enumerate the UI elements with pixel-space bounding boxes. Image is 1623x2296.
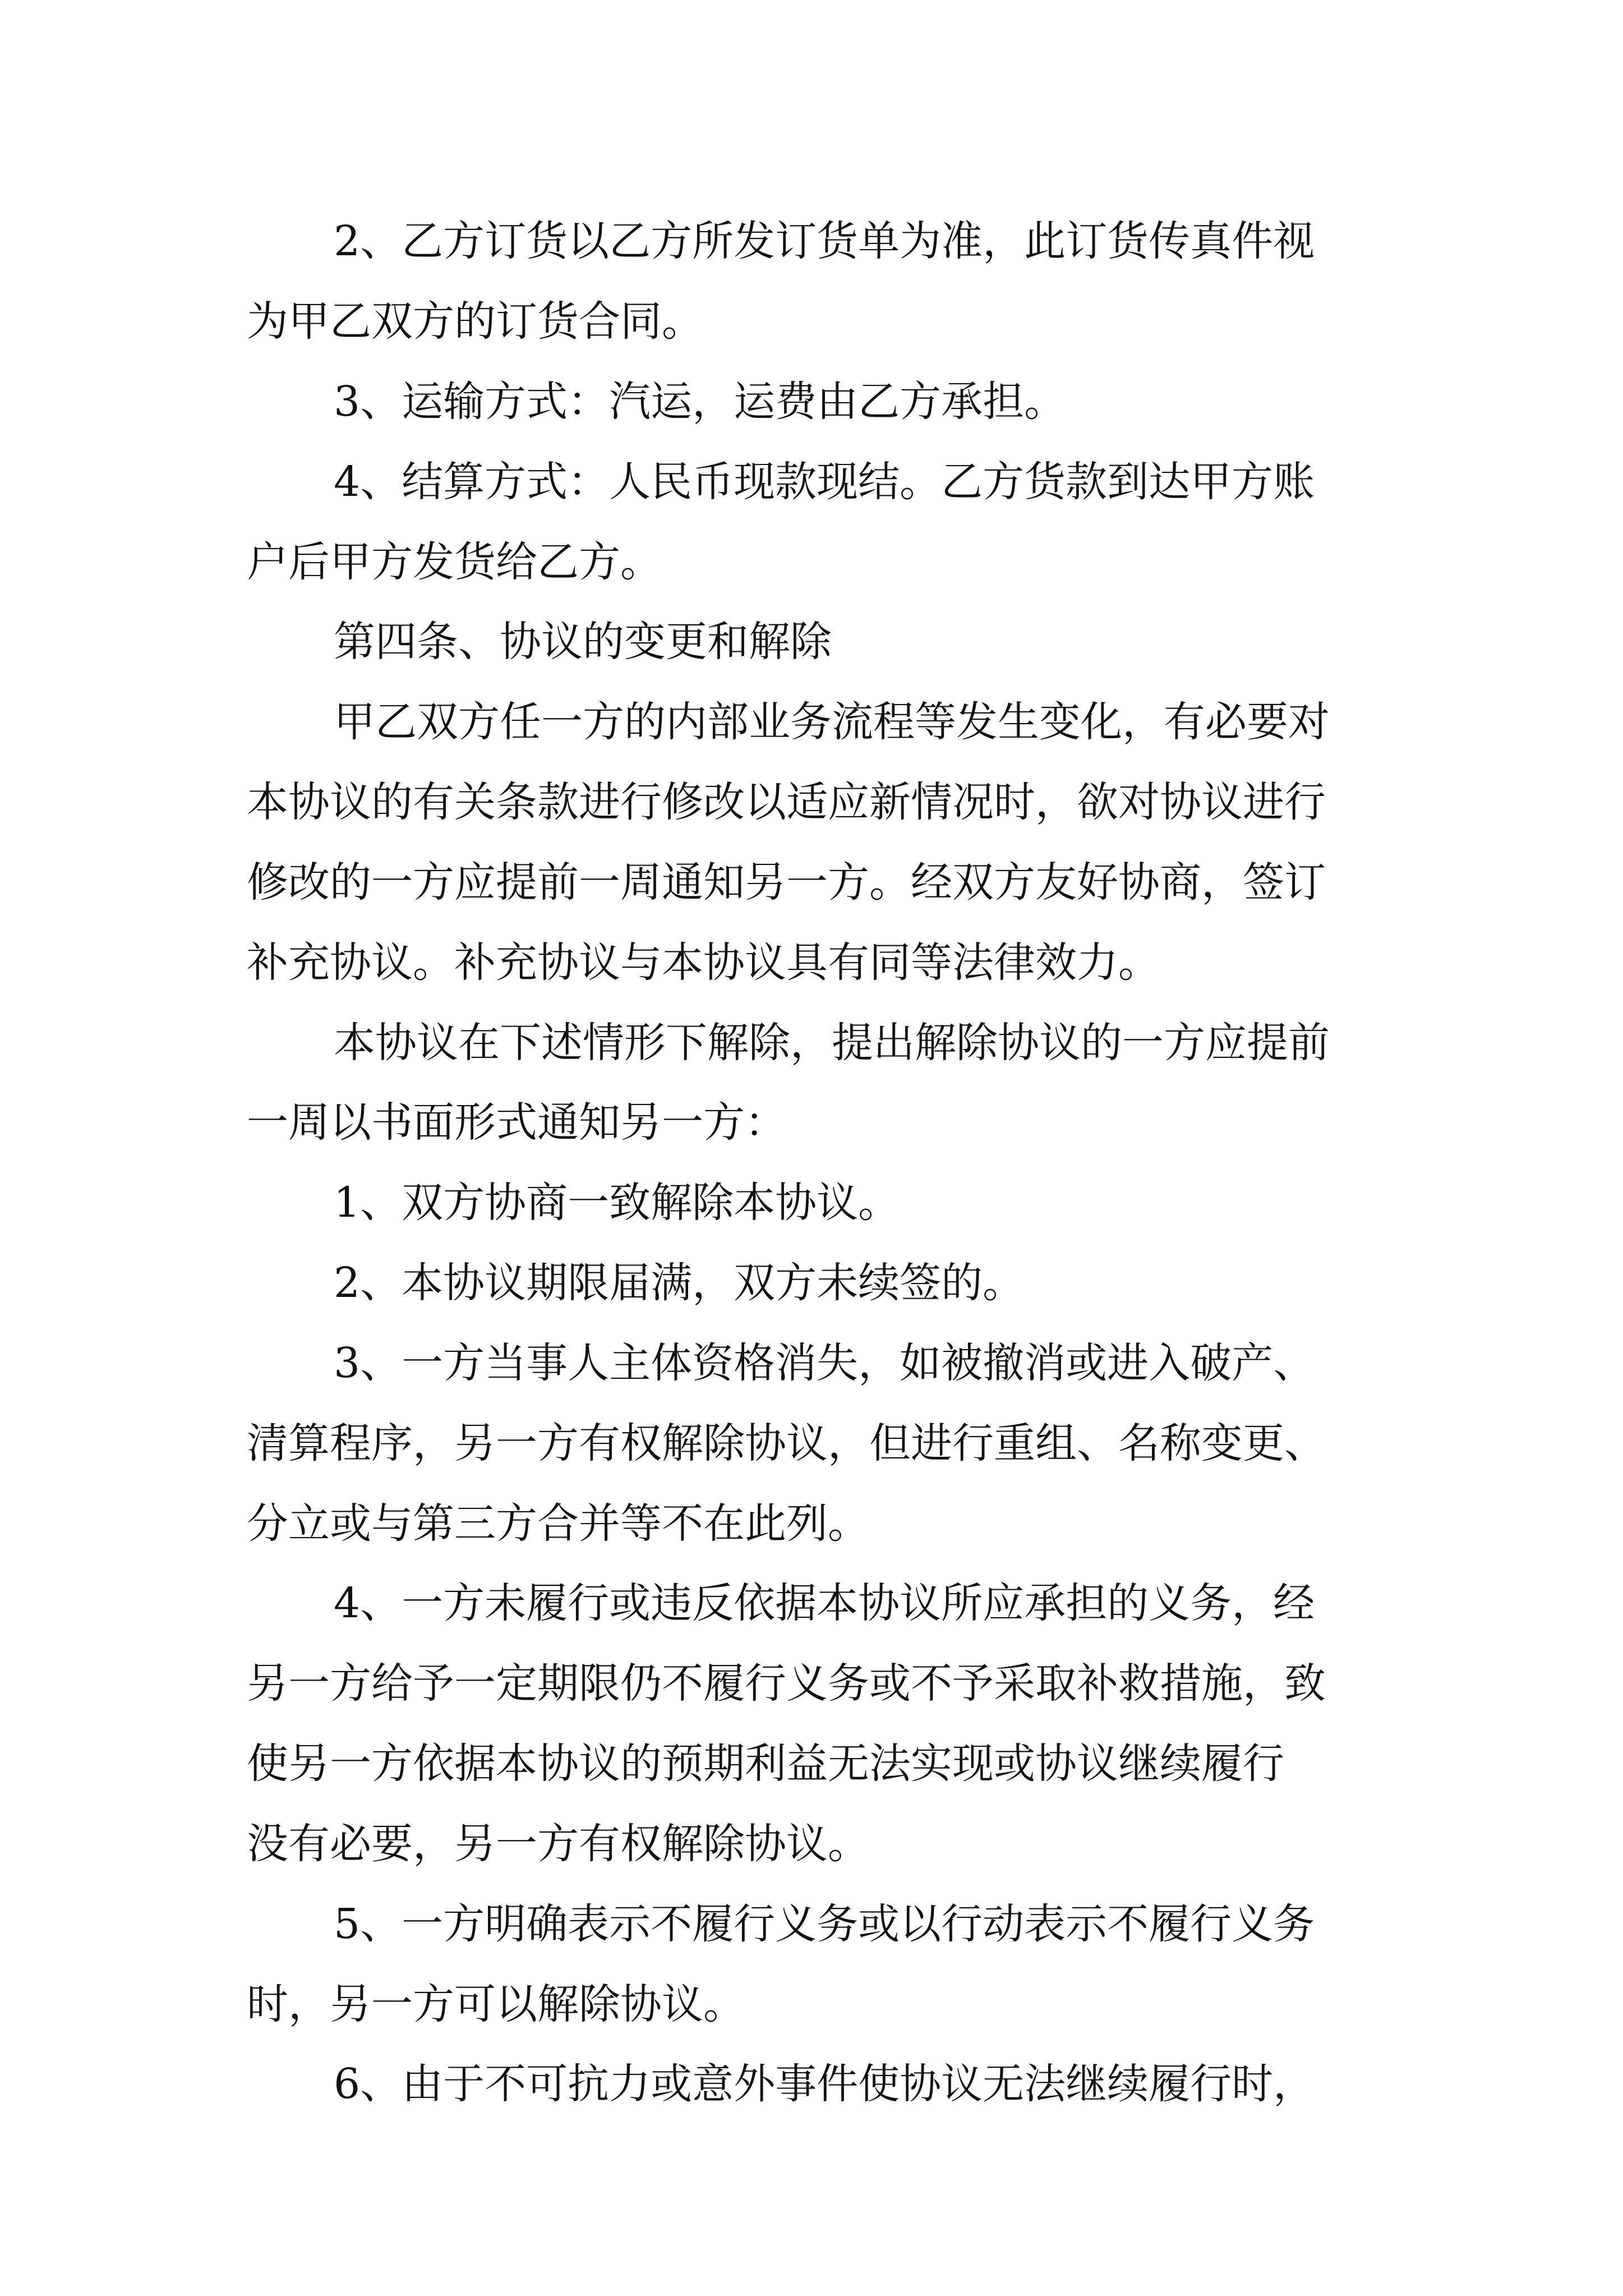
text-line: 4、一方未履行或违反依据本协议所应承担的义务，经: [334, 1579, 1315, 1627]
text-line: 另一方给予一定期限仍不履行义务或不予采取补救措施，致: [247, 1659, 1326, 1708]
text-line: 6、由于不可抗力或意外事件使协议无法继续履行时，: [334, 2060, 1315, 2108]
text-line: 补充协议。补充协议与本协议具有同等法律效力。: [247, 938, 1160, 987]
text-line: 户后甲方发货给乙方。: [247, 538, 662, 586]
text-line: 分立或与第三方合并等不在此列。: [247, 1499, 869, 1548]
text-line: 2、本协议期限届满，双方未续签的。: [334, 1259, 1025, 1307]
text-line: 5、一方明确表示不履行义务或以行动表示不履行义务: [334, 1900, 1315, 1948]
section-heading: 第四条、协议的变更和解除: [334, 618, 832, 666]
text-line: 1、双方协商一致解除本协议。: [334, 1179, 900, 1227]
text-line: 本协议在下述情形下解除，提出解除协议的一方应提前: [334, 1019, 1330, 1067]
text-line: 没有必要，另一方有权解除协议。: [247, 1820, 869, 1868]
text-line: 4、结算方式：人民币现款现结。乙方货款到达甲方账: [334, 458, 1315, 506]
text-line: 时，另一方可以解除协议。: [247, 1980, 745, 2028]
text-line: 使另一方依据本协议的预期利益无法实现或协议继续履行: [247, 1740, 1284, 1788]
text-line: 3、一方当事人主体资格消失，如被撤消或进入破产、: [334, 1339, 1315, 1387]
text-line: 甲乙双方任一方的内部业务流程等发生变化，有必要对: [334, 698, 1330, 746]
text-line: 为甲乙双方的订货合同。: [247, 297, 703, 346]
text-line: 3、运输方式：汽运，运费由乙方承担。: [334, 378, 1066, 426]
text-line: 修改的一方应提前一周通知另一方。经双方友好协商，签订: [247, 858, 1326, 907]
text-line: 2、乙方订货以乙方所发订货单为准，此订货传真件视: [334, 217, 1315, 265]
text-line: 清算程序，另一方有权解除协议，但进行重组、名称变更、: [247, 1419, 1326, 1467]
text-line: 一周以书面形式通知另一方：: [247, 1098, 786, 1147]
text-line: 本协议的有关条款进行修改以适应新情况时，欲对协议进行: [247, 778, 1326, 826]
